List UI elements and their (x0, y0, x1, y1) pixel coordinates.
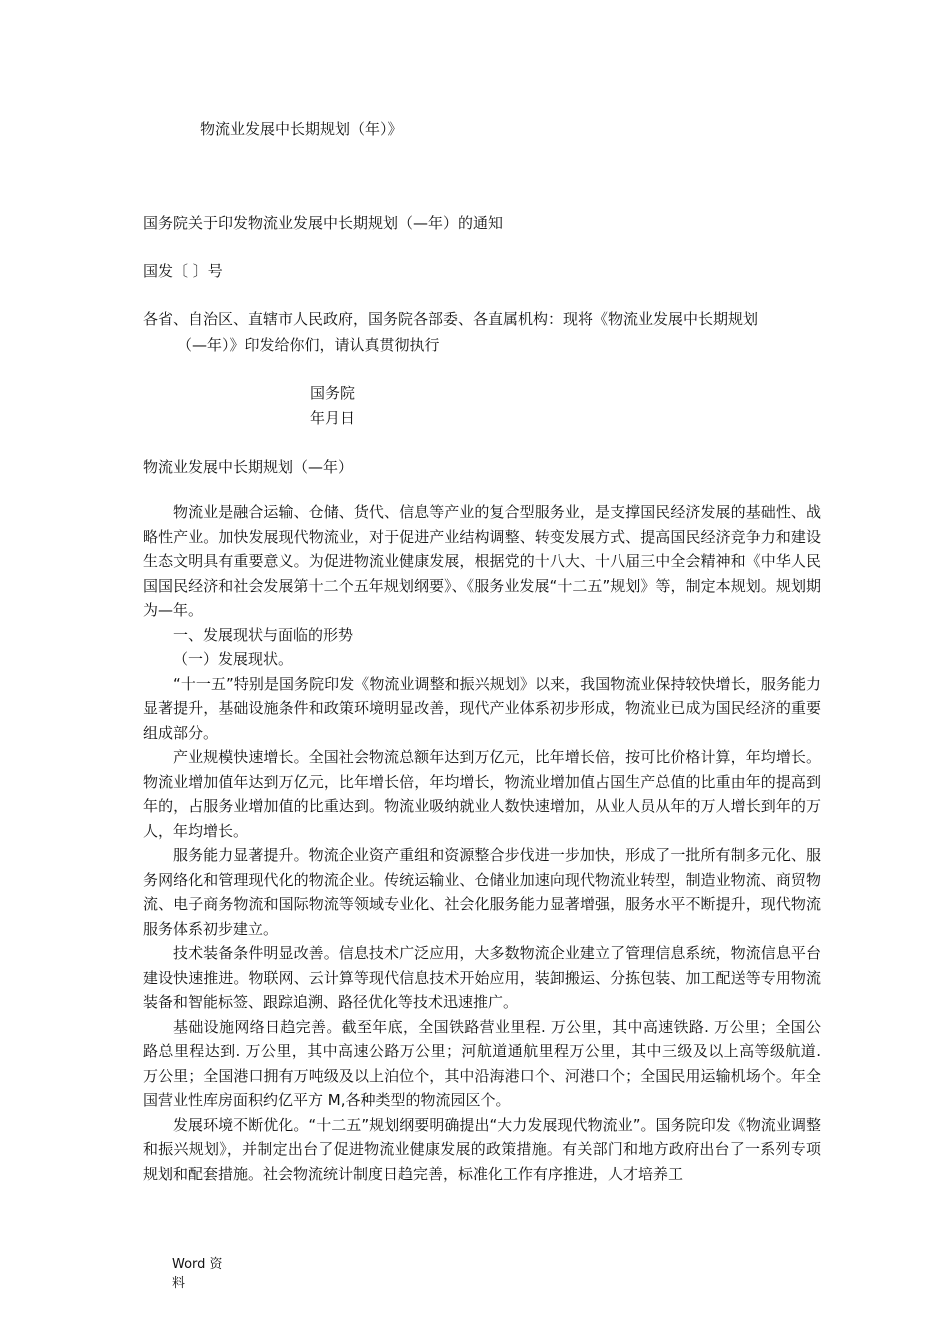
paragraph-service: 服务能力显著提升。物流企业资产重组和资源整合步伐进一步加快，形成了一批所有制多元化、服务网络化和管理现代化的物流企业。传统运输业、仓储业加速向现代物流业转型，制造业物流、商贸物流、电子商务物流和国际物流等领域专业化、社会化服务能力显著增强，服务水平不断提升，现代物流服务体系初步建立。 (143, 846, 821, 938)
paragraph-environment: 发展环境不断优化。“十二五”规划纲要明确提出“大力发展现代物流业”。国务院印发《物流业调整和振兴规划》，并制定出台了促进物流业健康发展的政策措施。有关部门和地方政府出台了一系列专项规划和配套措施。社会物流统计制度日趋完善，标准化工作有序推进，人才培养工 (143, 1115, 821, 1183)
notice-title: 国务院关于印发物流业发展中长期规划（—年）的通知 (143, 214, 504, 232)
section-heading: 一、发展现状与面临的形势 (173, 625, 354, 644)
document-number: 国发〔 〕号 (143, 262, 223, 280)
addressee-line-1: 各省、自治区、直辖市人民政府，国务院各部委、各直属机构：现将《物流业发展中长期规划 (143, 310, 759, 328)
addressee-block (143, 306, 823, 358)
subsection-heading: （一）发展现状。 (173, 650, 294, 668)
paragraph-infrastructure: 基础设施网络日趋完善。截至年底，全国铁路营业里程. 万公里，其中高速铁路. 万公里；全国公路总里程达到. 万公里，其中高速公路万公里；河航道通航里程万公里，其中三级及以上高等级航道. 万公里；全国港口拥有万吨级及以上泊位个，其中沿海港口个、河港口个；全国民用运输机场个。年全国营业性库房面积约亿平方 M,各种类型的物流园区个。 (143, 1017, 821, 1109)
document-body (143, 500, 821, 1186)
footer-line-1: Word 资 (172, 1257, 223, 1272)
footer-line-2: 料 (172, 1276, 186, 1291)
paragraph-scale: 产业规模快速增长。全国社会物流总额年达到万亿元，比年增长倍，按可比价格计算，年均增长。物流业增加值年达到万亿元，比年增长倍，年均增长，物流业增加值占国生产总值的比重由年的提高到年的，占服务业增加值的比重达到。物流业吸纳就业人数快速增加，从业人员从年的万人增长到年的万人，年均增长。 (143, 748, 821, 840)
plan-title: 物流业发展中长期规划（—年） (143, 458, 354, 476)
signature-date: 年月日 (310, 409, 356, 427)
document-title: 物流业发展中长期规划（年）》 (200, 120, 403, 138)
paragraph-overview: “十一五”特别是国务院印发《物流业调整和振兴规划》以来，我国物流业保持较快增长，服务能力显著提升，基础设施条件和政策环境明显改善，现代产业体系初步形成，物流业已成为国民经济的重要组成部分。 (143, 674, 821, 742)
paragraph-intro: 物流业是融合运输、仓储、货代、信息等产业的复合型服务业，是支撑国民经济发展的基础性、战略性产业。加快发展现代物流业，对于促进产业结构调整、转变发展方式、提高国民经济竞争力和建设生态文明具有重要意义。为促进物流业健康发展，根据党的十八大、十八届三中全会精神和《中华人民国国民经济和社会发展第十二个五年规划纲要》、《服务业发展“十二五”规划》等，制定本规划。规划期为—年。 (143, 503, 821, 619)
signature-org: 国务院 (310, 384, 356, 402)
paragraph-technology: 技术装备条件明显改善。信息技术广泛应用，大多数物流企业建立了管理信息系统，物流信息平台建设快速推进。物联网、云计算等现代信息技术开始应用，装卸搬运、分拣包装、加工配送等专用物流装备和智能标签、跟踪追溯、路径优化等技术迅速推广。 (143, 944, 821, 1011)
addressee-line-2: （—年）》印发给你们，请认真贯彻执行 (177, 336, 440, 354)
page-footer (172, 1255, 232, 1293)
